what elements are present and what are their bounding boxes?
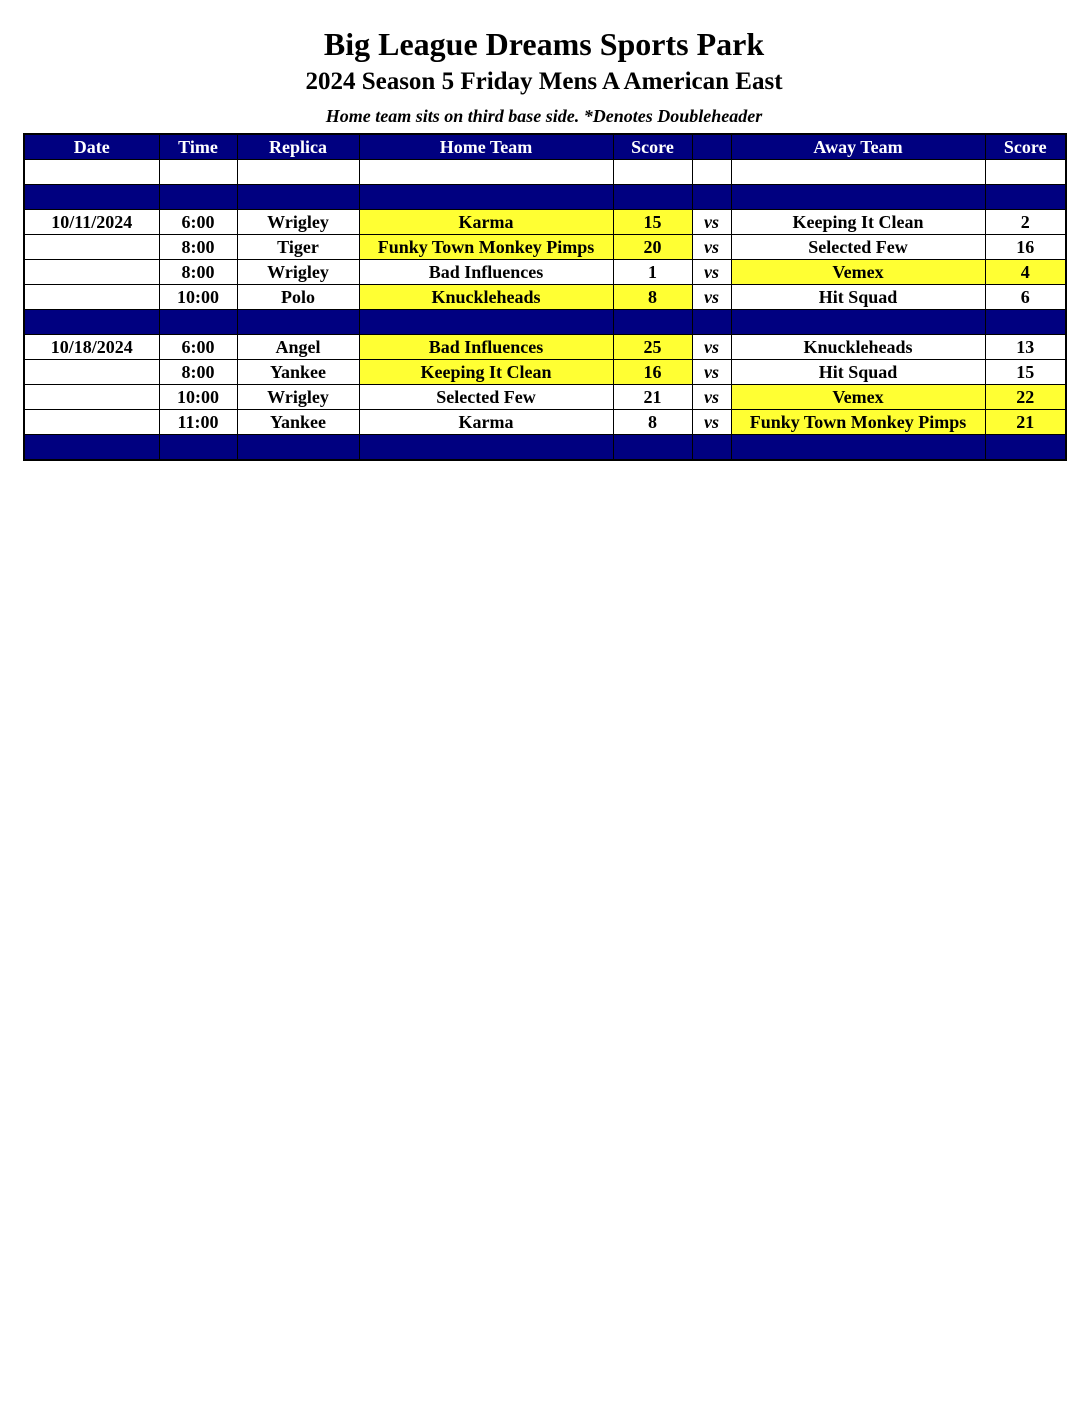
away-team-cell: Vemex xyxy=(731,260,985,285)
home-score-cell: 21 xyxy=(613,385,692,410)
vs-label: vs xyxy=(692,335,731,360)
col-header-date: Date xyxy=(24,134,159,160)
game-replica-field: Wrigley xyxy=(237,260,359,285)
empty-cell xyxy=(613,160,692,185)
game-date xyxy=(24,385,159,410)
game-replica-field: Angel xyxy=(237,335,359,360)
home-team-cell: Keeping It Clean xyxy=(359,360,613,385)
vs-label: vs xyxy=(692,385,731,410)
away-team-cell: Selected Few xyxy=(731,235,985,260)
empty-cell xyxy=(24,435,159,461)
empty-cell xyxy=(237,160,359,185)
game-row xyxy=(24,360,1066,385)
empty-cell xyxy=(359,185,613,210)
game-date xyxy=(24,410,159,435)
game-time: 10:00 xyxy=(159,285,237,310)
empty-cell xyxy=(237,435,359,461)
empty-cell xyxy=(613,435,692,461)
home-team-cell: Karma xyxy=(359,210,613,235)
col-header-home-score: Score xyxy=(613,134,692,160)
empty-cell xyxy=(731,160,985,185)
home-team-cell: Bad Influences xyxy=(359,260,613,285)
game-row xyxy=(24,210,1066,235)
vs-label: vs xyxy=(692,210,731,235)
away-team-cell: Hit Squad xyxy=(731,360,985,385)
empty-cell xyxy=(692,310,731,335)
empty-cell xyxy=(692,435,731,461)
empty-cell xyxy=(159,185,237,210)
empty-cell xyxy=(613,310,692,335)
game-date xyxy=(24,360,159,385)
away-team-cell: Funky Town Monkey Pimps xyxy=(731,410,985,435)
game-replica-field: Polo xyxy=(237,285,359,310)
blank-row xyxy=(24,160,1066,185)
game-time: 8:00 xyxy=(159,260,237,285)
game-replica-field: Wrigley xyxy=(237,385,359,410)
game-time: 6:00 xyxy=(159,335,237,360)
away-score-cell: 15 xyxy=(985,360,1066,385)
game-replica-field: Yankee xyxy=(237,360,359,385)
col-header-time: Time xyxy=(159,134,237,160)
empty-cell xyxy=(237,185,359,210)
empty-cell xyxy=(159,435,237,461)
empty-cell xyxy=(731,310,985,335)
header-row xyxy=(24,134,1066,160)
game-time: 8:00 xyxy=(159,360,237,385)
empty-cell xyxy=(985,185,1066,210)
home-score-cell: 8 xyxy=(613,410,692,435)
game-date xyxy=(24,235,159,260)
away-score-cell: 4 xyxy=(985,260,1066,285)
home-score-cell: 16 xyxy=(613,360,692,385)
vs-label: vs xyxy=(692,260,731,285)
away-team-cell: Hit Squad xyxy=(731,285,985,310)
home-score-cell: 1 xyxy=(613,260,692,285)
schedule-table xyxy=(23,133,1067,461)
empty-cell xyxy=(159,310,237,335)
separator-row xyxy=(24,435,1066,461)
away-score-cell: 2 xyxy=(985,210,1066,235)
game-time: 8:00 xyxy=(159,235,237,260)
game-replica-field: Tiger xyxy=(237,235,359,260)
empty-cell xyxy=(985,435,1066,461)
home-team-cell: Selected Few xyxy=(359,385,613,410)
away-team-cell: Keeping It Clean xyxy=(731,210,985,235)
col-header-away-team: Away Team xyxy=(731,134,985,160)
away-score-cell: 6 xyxy=(985,285,1066,310)
away-team-cell: Vemex xyxy=(731,385,985,410)
home-team-cell: Bad Influences xyxy=(359,335,613,360)
home-score-cell: 8 xyxy=(613,285,692,310)
home-team-cell: Karma xyxy=(359,410,613,435)
empty-cell xyxy=(237,310,359,335)
empty-cell xyxy=(985,310,1066,335)
away-score-cell: 22 xyxy=(985,385,1066,410)
empty-cell xyxy=(985,160,1066,185)
game-date: 10/18/2024 xyxy=(24,335,159,360)
separator-row xyxy=(24,185,1066,210)
game-date xyxy=(24,260,159,285)
game-time: 10:00 xyxy=(159,385,237,410)
separator-row xyxy=(24,310,1066,335)
game-date: 10/11/2024 xyxy=(24,210,159,235)
empty-cell xyxy=(359,435,613,461)
col-header-away-score: Score xyxy=(985,134,1066,160)
home-team-note: Home team sits on third base side. *Denotes Doubleheader xyxy=(325,106,763,126)
away-score-cell: 21 xyxy=(985,410,1066,435)
page-title: Big League Dreams Sports Park xyxy=(323,26,765,62)
vs-label: vs xyxy=(692,285,731,310)
empty-cell xyxy=(692,160,731,185)
game-row xyxy=(24,285,1066,310)
game-row xyxy=(24,410,1066,435)
away-score-cell: 16 xyxy=(985,235,1066,260)
vs-label: vs xyxy=(692,410,731,435)
game-time: 6:00 xyxy=(159,210,237,235)
empty-cell xyxy=(24,185,159,210)
game-replica-field: Wrigley xyxy=(237,210,359,235)
home-score-cell: 15 xyxy=(613,210,692,235)
game-row xyxy=(24,385,1066,410)
game-row xyxy=(24,260,1066,285)
col-header-vs xyxy=(692,134,731,160)
vs-label: vs xyxy=(692,235,731,260)
empty-cell xyxy=(692,185,731,210)
vs-label: vs xyxy=(692,360,731,385)
empty-cell xyxy=(24,310,159,335)
col-header-replica: Replica xyxy=(237,134,359,160)
empty-cell xyxy=(24,160,159,185)
empty-cell xyxy=(731,185,985,210)
empty-cell xyxy=(359,160,613,185)
away-team-cell: Knuckleheads xyxy=(731,335,985,360)
game-time: 11:00 xyxy=(159,410,237,435)
game-row xyxy=(24,335,1066,360)
game-row xyxy=(24,235,1066,260)
empty-cell xyxy=(731,435,985,461)
away-score-cell: 13 xyxy=(985,335,1066,360)
game-date xyxy=(24,285,159,310)
home-score-cell: 20 xyxy=(613,235,692,260)
home-score-cell: 25 xyxy=(613,335,692,360)
game-replica-field: Yankee xyxy=(237,410,359,435)
col-header-home-team: Home Team xyxy=(359,134,613,160)
league-subtitle: 2024 Season 5 Friday Mens A American East xyxy=(305,68,783,95)
home-team-cell: Knuckleheads xyxy=(359,285,613,310)
home-team-cell: Funky Town Monkey Pimps xyxy=(359,235,613,260)
empty-cell xyxy=(359,310,613,335)
empty-cell xyxy=(613,185,692,210)
empty-cell xyxy=(159,160,237,185)
